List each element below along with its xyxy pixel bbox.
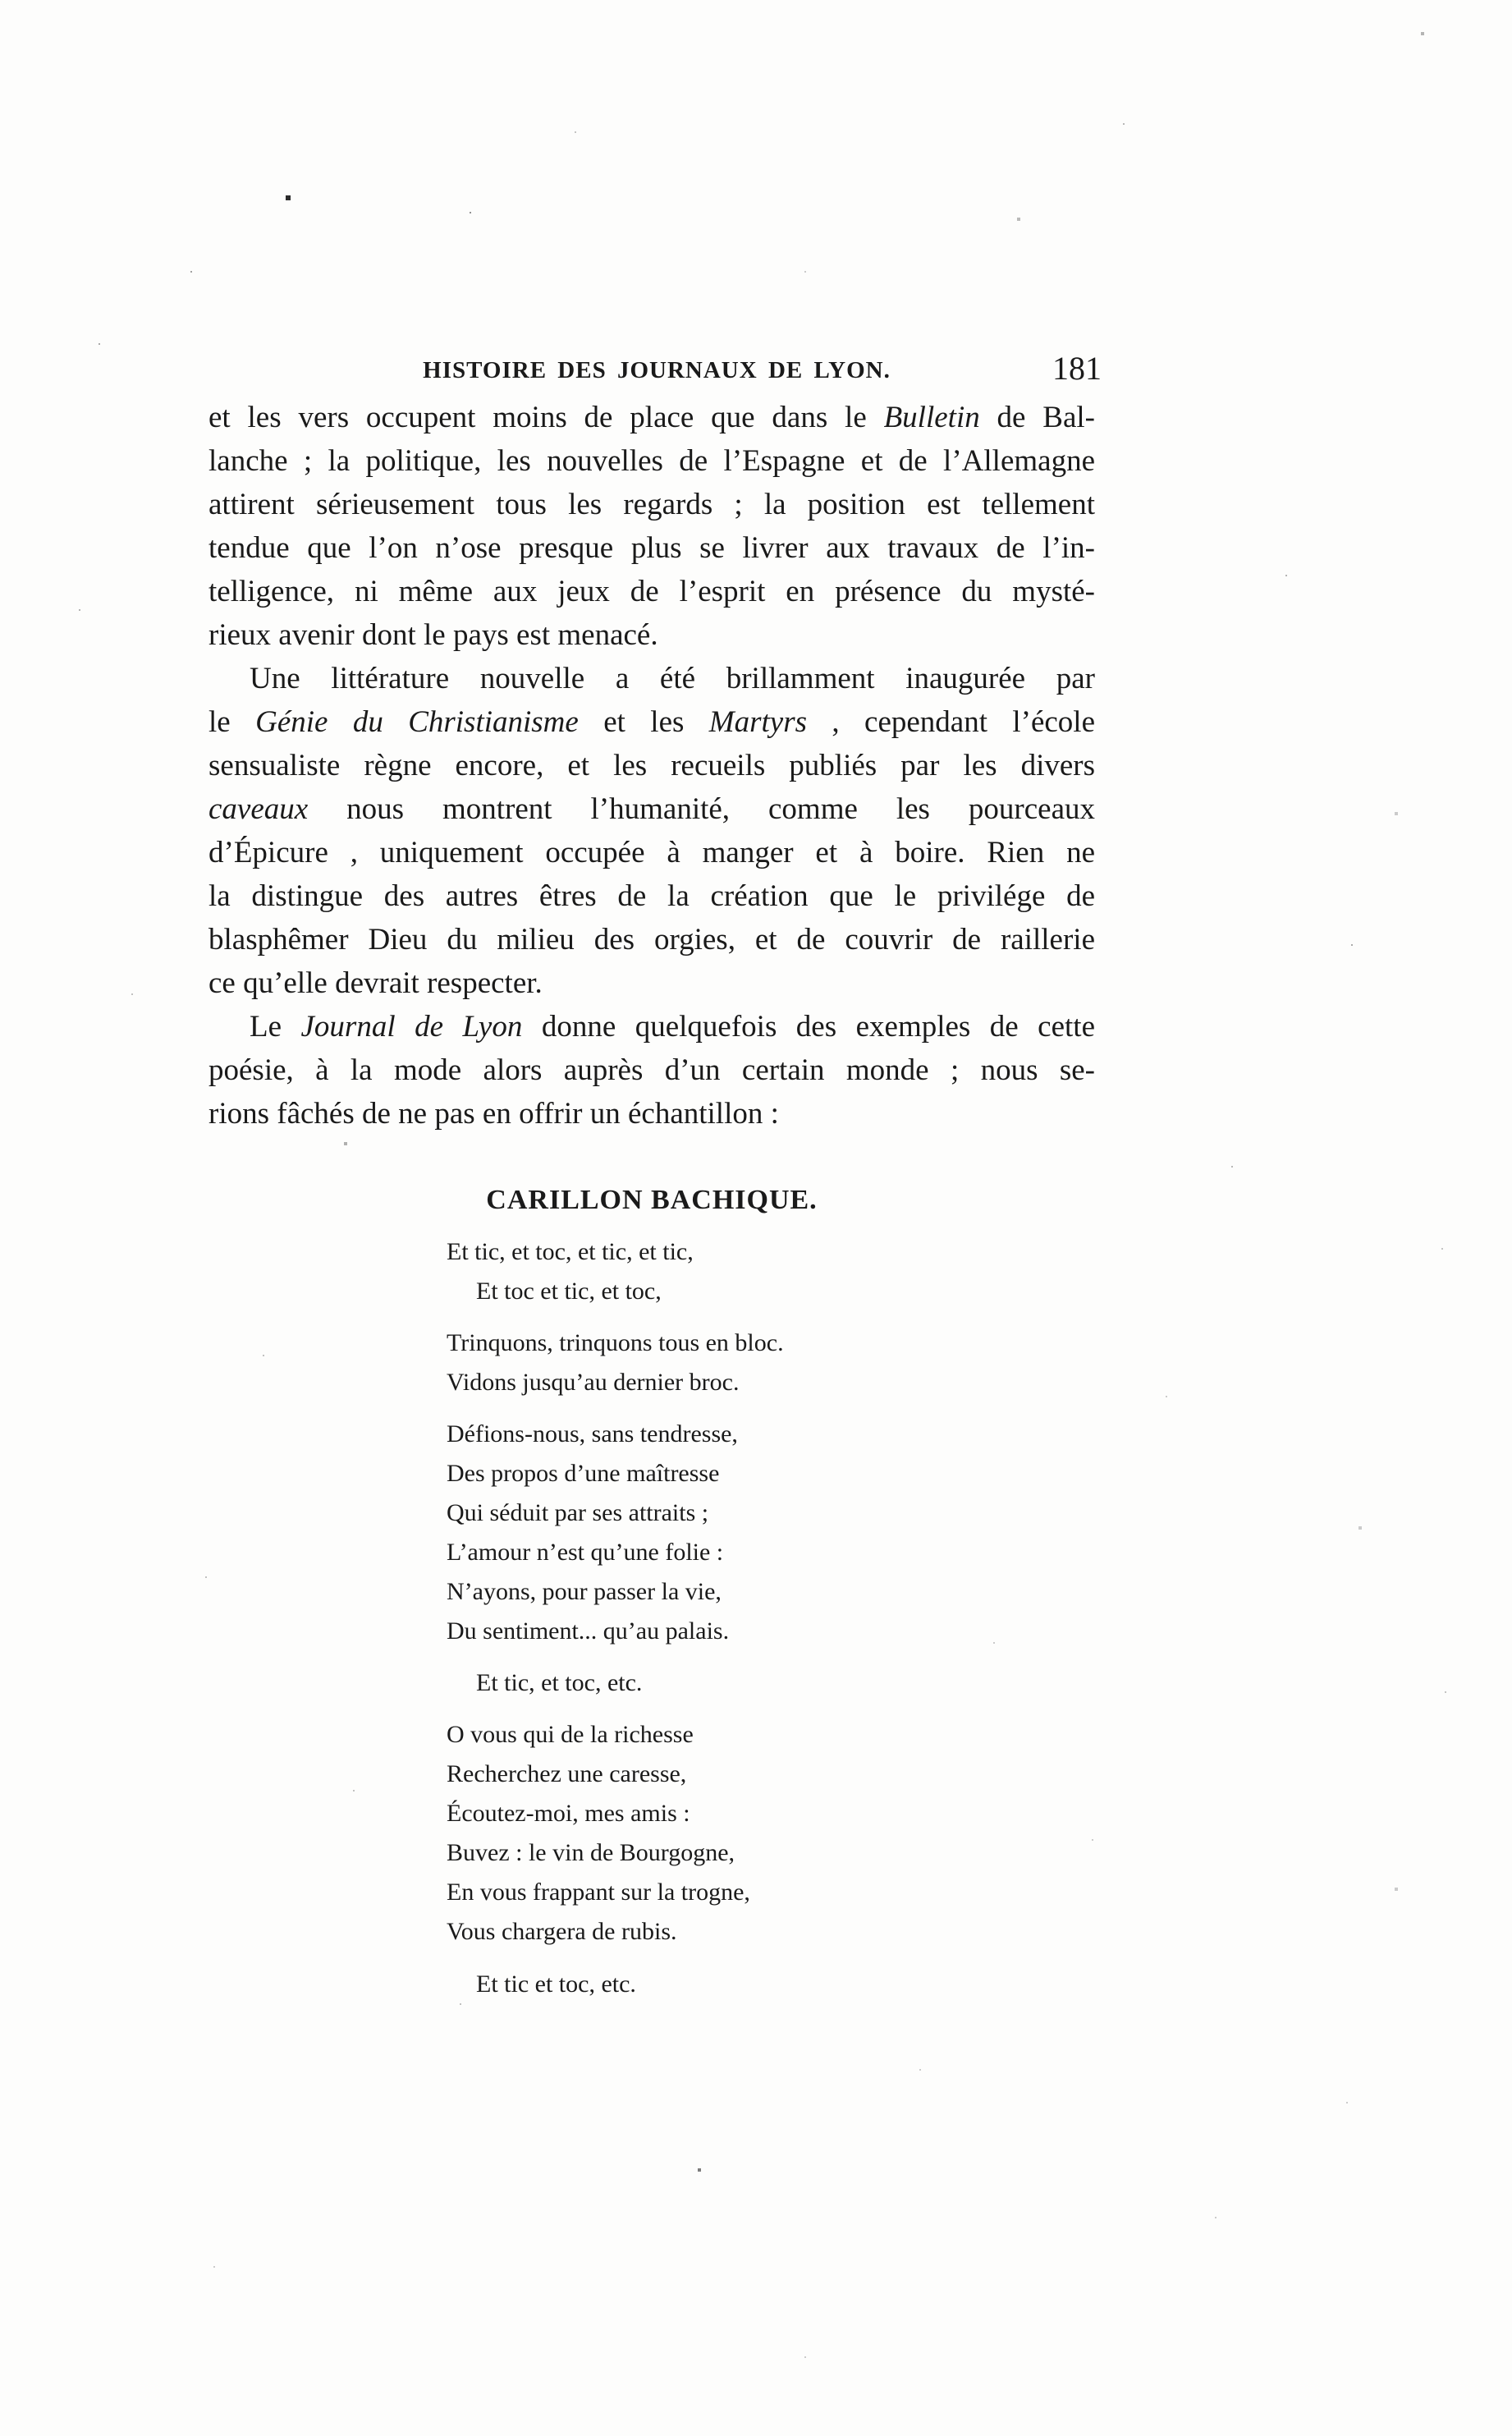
- poem-stanzas: [208, 1232, 1095, 2004]
- body-line-segment: rieux avenir dont le pays est menacé.: [208, 618, 658, 652]
- body-line: [208, 439, 1095, 483]
- body-line: [208, 700, 1095, 744]
- body-line-italic-segment: Bulletin: [883, 401, 980, 434]
- scan-noise: [0, 0, 2, 2]
- body-line-segment: telligence, ni même aux jeux de l’esprit en présence du mysté-: [208, 575, 1095, 608]
- body-line: [208, 874, 1095, 918]
- poem-line: L’amour n’est qu’une folie :: [447, 1539, 724, 1566]
- body-line: [208, 483, 1095, 526]
- body-line-italic-segment: Génie du Christianisme: [255, 705, 579, 739]
- poem-line: Trinquons, trinquons tous en bloc.: [447, 1329, 784, 1356]
- running-header-title: HISTOIRE DES JOURNAUX DE LYON.: [423, 357, 891, 383]
- body-line-italic-segment: Journal de Lyon: [300, 1010, 523, 1044]
- poem-line: Recherchez une caresse,: [447, 1760, 687, 1787]
- body-line: [208, 1005, 1095, 1048]
- body-line-segment: rions fâchés de ne pas en offrir un échantillon :: [208, 1097, 779, 1131]
- body-line-segment: donne quelquefois des exemples de cette: [522, 1010, 1095, 1044]
- body-line: [208, 396, 1095, 439]
- body-line-segment: tendue que l’on n’ose presque plus se livrer aux travaux de l’in-: [208, 531, 1095, 565]
- poem-stanza: [447, 1965, 1095, 2004]
- body-line: [208, 744, 1095, 787]
- body-line-italic-segment: Martyrs: [708, 705, 808, 739]
- body-line-segment: la distingue des autres êtres de la création que le privilége de: [208, 879, 1095, 913]
- page-number: 181: [1052, 350, 1102, 387]
- body-line: [208, 613, 1095, 657]
- body-line: [208, 526, 1095, 570]
- poem-stanza: [447, 1415, 1095, 1651]
- body-line: [208, 657, 1095, 700]
- body-line-segment: et les: [578, 705, 709, 739]
- poem-line: O vous qui de la richesse: [447, 1721, 694, 1748]
- body-line: [208, 961, 1095, 1005]
- poem-line: Et tic, et toc, etc.: [476, 1669, 643, 1696]
- body-line: [208, 1092, 1095, 1135]
- poem-line: Qui séduit par ses attraits ;: [447, 1499, 709, 1526]
- poem-stanza: [447, 1663, 1095, 1703]
- poem-line: En vous frappant sur la trogne,: [447, 1879, 750, 1906]
- poem-line: Et tic et toc, etc.: [476, 1970, 636, 1998]
- poem-line: Buvez : le vin de Bourgogne,: [447, 1839, 735, 1866]
- poem: [208, 1181, 1095, 2004]
- body-line-segment: et les vers occupent moins de place que dans le: [208, 401, 884, 434]
- body-line-segment: d’Épicure , uniquement occupée à manger et à boire. Rien ne: [208, 836, 1095, 869]
- poem-line: N’ayons, pour passer la vie,: [447, 1578, 722, 1605]
- body-line-italic-segment: caveaux: [208, 792, 309, 826]
- poem-line: Et tic, et toc, et tic, et tic,: [447, 1238, 694, 1265]
- body-line: [208, 1048, 1095, 1092]
- poem-line: Vidons jusqu’au dernier broc.: [447, 1369, 740, 1396]
- body-line-segment: blasphêmer Dieu du milieu des orgies, et de couvrir de raillerie: [208, 923, 1095, 957]
- poem-stanza: [447, 1324, 1095, 1402]
- body-line-segment: Le: [250, 1010, 301, 1044]
- poem-stanza: [447, 1715, 1095, 1952]
- running-header: [208, 350, 1102, 392]
- body-line-segment: sensualiste règne encore, et les recueils publiés par les divers: [208, 749, 1095, 782]
- body-line: [208, 570, 1095, 613]
- body-line-segment: Une littérature nouvelle a été brillamment inaugurée par: [250, 662, 1095, 695]
- poem-line: Défions-nous, sans tendresse,: [447, 1420, 738, 1447]
- body-line: [208, 831, 1095, 874]
- poem-line: Et toc et tic, et toc,: [476, 1278, 662, 1305]
- poem-stanza: [447, 1232, 1095, 1311]
- poem-line: Des propos d’une maîtresse: [447, 1460, 720, 1487]
- body-line: [208, 918, 1095, 961]
- page-content: [208, 350, 1102, 2004]
- body-line-segment: de Bal-: [979, 401, 1095, 434]
- poem-line: Du sentiment... qu’au palais.: [447, 1617, 730, 1645]
- poem-line: Écoutez-moi, mes amis :: [447, 1800, 690, 1827]
- body-line-segment: poésie, à la mode alors auprès d’un certain monde ; nous se-: [208, 1053, 1095, 1087]
- body-line: [208, 787, 1095, 831]
- body-line-segment: attirent sérieusement tous les regards ; la position est tellement: [208, 488, 1095, 521]
- body-line-segment: nous montrent l’humanité, comme les pourceaux: [308, 792, 1095, 826]
- body-line-segment: , cependant l’école: [807, 705, 1095, 739]
- body-text: [208, 396, 1095, 1135]
- poem-title: CARILLON BACHIQUE.: [486, 1185, 818, 1215]
- body-line-segment: le: [208, 705, 256, 739]
- body-line-segment: ce qu’elle devrait respecter.: [208, 966, 543, 1000]
- poem-line: Vous chargera de rubis.: [447, 1918, 677, 1945]
- body-line-segment: lanche ; la politique, les nouvelles de l’Espagne et de l’Allemagne: [208, 444, 1095, 478]
